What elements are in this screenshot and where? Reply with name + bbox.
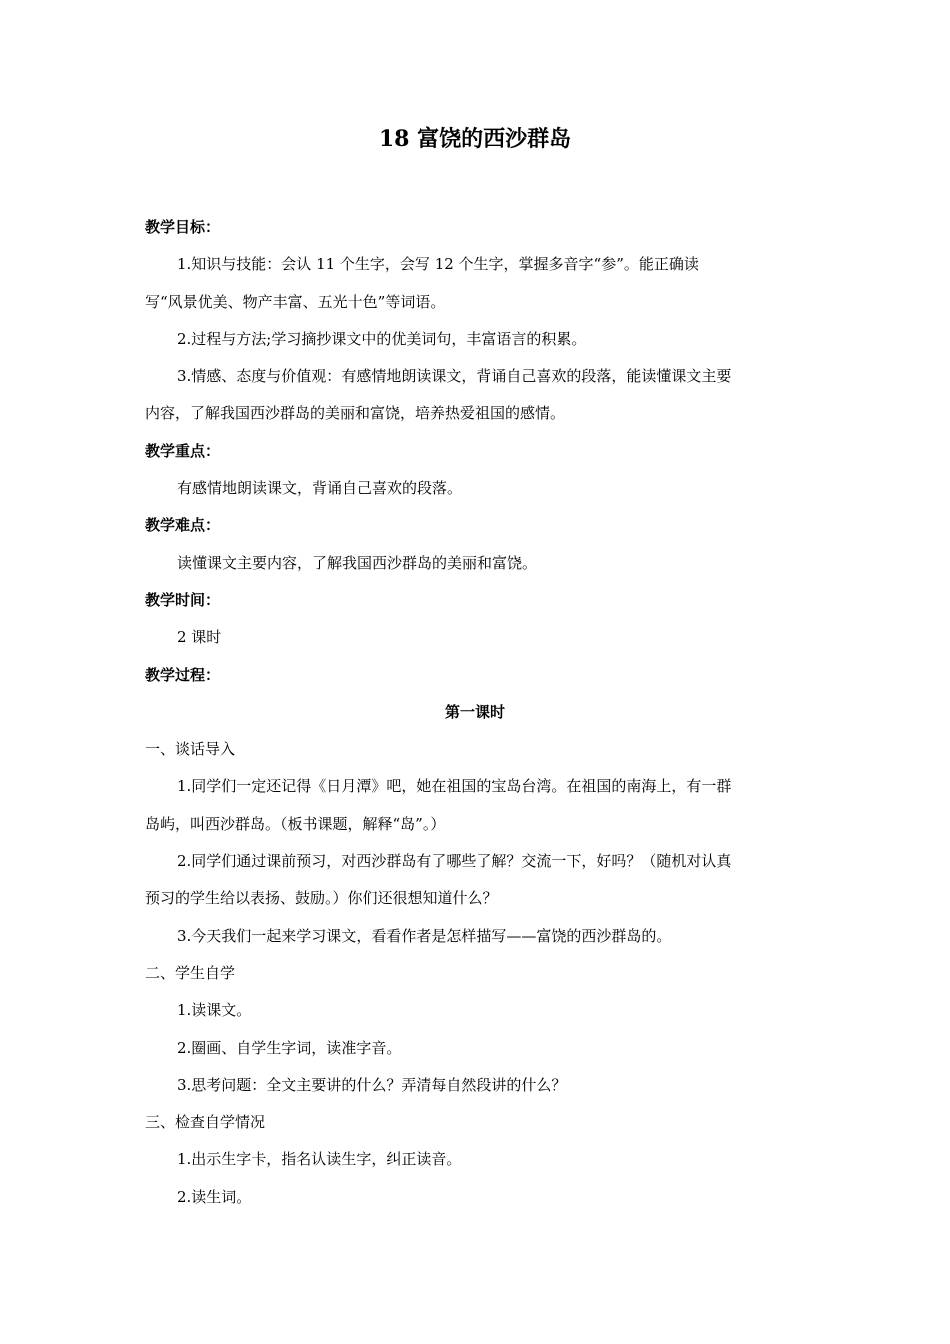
paragraph: 3.今天我们一起来学习课文，看看作者是怎样描写——富饶的西沙群岛的。 — [177, 926, 672, 945]
paragraph: 1.同学们一定还记得《日月潭》吧，她在祖国的宝岛台湾。在祖国的南海上，有一群 — [177, 777, 732, 796]
document-body — [145, 209, 825, 1216]
process-heading: 教学过程： — [145, 665, 221, 684]
paragraph: 1.知识与技能：会认 11 个生字，会写 12 个生字，掌握多音字“参”。能正确读 — [177, 255, 699, 274]
paragraph: 读懂课文主要内容，了解我国西沙群岛的美丽和富饶。 — [177, 553, 538, 572]
list-item: 1.读课文。 — [177, 1001, 252, 1020]
key-points-heading: 教学重点： — [145, 441, 221, 460]
paragraph: 内容，了解我国西沙群岛的美丽和富饶，培养热爱祖国的感情。 — [145, 404, 566, 423]
section-heading: 二、学生自学 — [145, 963, 236, 982]
paragraph: 2 课时 — [177, 628, 222, 647]
paragraph: 2.过程与方法;学习摘抄课文中的优美词句，丰富语言的积累。 — [177, 329, 587, 348]
section-heading: 一、谈话导入 — [145, 740, 236, 759]
paragraph: 2.同学们通过课前预习，对西沙群岛有了哪些了解？交流一下，好吗？（随机对认真 — [177, 852, 732, 871]
list-item: 3.思考问题：全文主要讲的什么？弄清每自然段讲的什么？ — [177, 1075, 567, 1094]
paragraph: 有感情地朗读课文，背诵自己喜欢的段落。 — [177, 479, 463, 498]
lesson-heading: 第一课时 — [444, 702, 505, 721]
section-heading: 三、检查自学情况 — [145, 1113, 266, 1132]
paragraph: 岛屿，叫西沙群岛。（板书课题，解释“岛”。） — [145, 814, 446, 833]
objectives-heading: 教学目标： — [145, 218, 221, 236]
paragraph: 预习的学生给以表扬、鼓励。）你们还很想知道什么？ — [145, 889, 498, 908]
document-title: 18 富饶的西沙群岛 — [378, 126, 572, 152]
paragraph: 3.情感、态度与价值观：有感情地朗读课文，背诵自己喜欢的段落，能读懂课文主要 — [177, 367, 732, 386]
difficulties-heading: 教学难点： — [145, 516, 221, 535]
time-heading: 教学时间： — [145, 590, 221, 609]
list-item: 2.读生词。 — [177, 1187, 252, 1206]
paragraph: 写“风景优美、物产丰富、五光十色”等词语。 — [145, 292, 446, 311]
list-item: 2.圈画、自学生字词，读准字音。 — [177, 1038, 402, 1057]
list-item: 1.出示生字卡，指名认读生字，纠正读音。 — [177, 1150, 462, 1169]
